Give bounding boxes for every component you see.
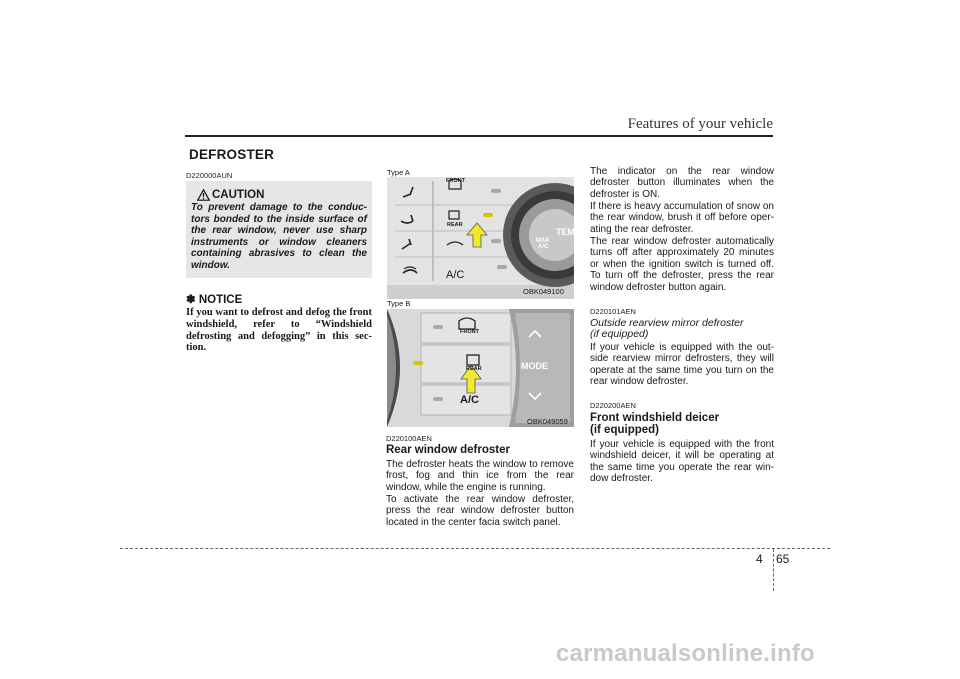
footer-dashed-rule xyxy=(120,548,830,549)
figure-b-type-label: Type B xyxy=(387,299,411,308)
caution-text: To prevent damage to the conduc-tors bonded to the inside surface of the rear window, never use sharp instruments or window cleaners containing abrasives to clean the window. xyxy=(191,202,367,271)
deicer-heading-equipped: (if equipped) xyxy=(590,424,659,436)
mirror-defroster-heading: Outside rearview mirror defroster xyxy=(590,317,744,329)
running-header: Features of your vehicle xyxy=(627,116,773,132)
rear-defroster-paragraph-1: The defroster heats the window to remove frost, fog and thin ice from the rear window, while the engine is running. xyxy=(386,459,574,493)
mirror-defroster-heading-equipped: (if equipped) xyxy=(590,328,649,340)
footer-page-divider xyxy=(773,549,774,591)
figure-a-temp-label: TEM xyxy=(556,227,575,237)
rear-defroster-heading: Rear window defroster xyxy=(386,444,510,456)
rear-defroster-paragraph-2: To activate the rear window defroster, press the rear window defroster button located in the center facia switch panel. xyxy=(386,494,574,528)
caution-heading: CAUTION xyxy=(212,189,265,201)
header-rule xyxy=(185,135,773,137)
figure-a-max-ac-label: A/C xyxy=(538,244,549,250)
figure-b-rear-label: REAR xyxy=(466,366,482,372)
mirror-defroster-paragraph: If your vehicle is equipped with the out-side rearview mirror defrosters, they will operate at the same time you turn on the rear window defroster. xyxy=(590,342,774,388)
figure-a-rear-label: REAR xyxy=(447,222,463,228)
watermark: carmanualsonline.info xyxy=(556,640,815,667)
figure-a-max-label: MAX xyxy=(536,238,550,244)
figure-b-ac-label: A/C xyxy=(460,394,479,406)
figure-a-code: OBK049100 xyxy=(523,287,564,296)
rear-defroster-code: D220100AEN xyxy=(386,434,432,443)
deicer-code: D220200AEN xyxy=(590,401,636,410)
notice-text: If you want to defrost and defog the front windshield, refer to “Windshield defrosting and defogging” in this sec-tion. xyxy=(186,307,372,354)
auto-off-paragraph: The rear window defroster automatically turns off after approximately 20 minutes or when the ignition switch is turned off. To turn off the defroster, press the rear window defroster button again. xyxy=(590,236,774,293)
figure-a-front-label: FRONT xyxy=(446,178,465,184)
figure-b-front-label: FRONT xyxy=(460,329,479,335)
chapter-number: 4 xyxy=(756,552,763,566)
figure-b-mode-label: MODE xyxy=(521,361,548,371)
figure-b-code: OBK049059 xyxy=(527,417,568,426)
deicer-heading: Front windshield deicer xyxy=(590,412,720,424)
section-title: DEFROSTER xyxy=(189,147,275,162)
indicator-paragraph: The indicator on the rear window defroster button illuminates when the defroster is ON. xyxy=(590,166,774,200)
deicer-paragraph: If your vehicle is equipped with the front windshield deicer, it will be operating at the same time you operate the rear win-dow defroster. xyxy=(590,439,774,485)
figure-a-type-label: Type A xyxy=(387,168,410,177)
warning-triangle-icon xyxy=(197,189,210,201)
snow-paragraph: If there is heavy accumulation of snow on the rear window, brush it off before oper-ating the rear defroster. xyxy=(590,201,774,235)
section-code: D220000AUN xyxy=(186,171,233,180)
page-number: 65 xyxy=(776,552,790,566)
notice-heading: ✽ NOTICE xyxy=(186,294,243,306)
mirror-defroster-code: D220101AEN xyxy=(590,307,636,316)
figure-a-ac-label: A/C xyxy=(446,269,465,281)
